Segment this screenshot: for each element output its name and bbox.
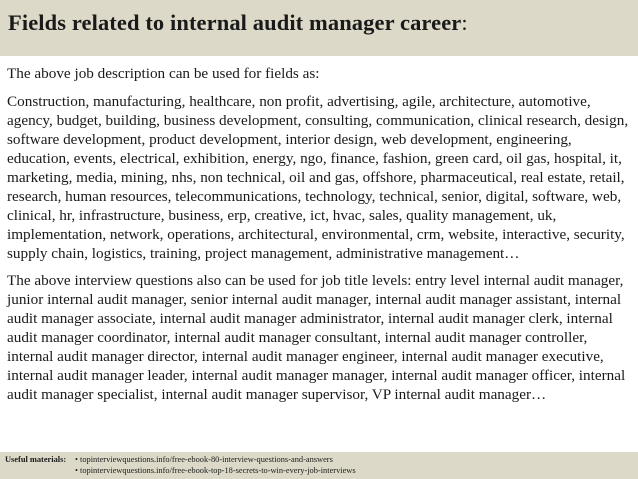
footer-label: Useful materials: (5, 455, 67, 464)
footer-spacer (5, 465, 75, 476)
slide-title (8, 10, 638, 36)
slide-title-colon: : (461, 10, 468, 35)
intro-text: The above job description can be used for fields as: (7, 65, 320, 82)
footer-row-2 (5, 465, 638, 476)
footer-row-1 (5, 454, 638, 465)
footer-band (0, 452, 638, 479)
job-levels-paragraph: The above interview questions also can be used for job title levels: entry level internal audit manager, junior internal audit manager, senior internal audit manager, internal audit manager assistant, internal audit manager associate, internal audit manager administrator, internal audit manager clerk, internal audit manager coordinator, internal audit manager consultant, internal audit manager controller, internal audit manager director, internal audit manager engineer, internal audit manager executive, internal audit manager leader, internal audit manager manager, internal audit manager officer, internal audit manager specialist, internal audit manager supervisor, VP internal audit manager… (7, 272, 626, 403)
footer-link-ebook-80-questions[interactable]: • topinterviewquestions.info/free-ebook-80-interview-questions-and-answers (75, 455, 333, 464)
fields-list-paragraph: Construction, manufacturing, healthcare, non profit, advertising, agile, architecture, automotive, agency, budget, building, business development, consulting, communication, clinical research, design, software development, product development, interior design, web development, engineering, education, events, electrical, exhibition, energy, ngo, finance, fashion, green card, oil gas, hospital, it, marketing, media, mining, nhs, non technical, oil and gas, offshore, pharmaceutical, real estate, retail, research, human resources, telecommunications, technology, technical, senior, digital, software, web, clinical, hr, infrastructure, business, erp, creative, ict, hvac, sales, quality management, uk, implementation, network, operations, architectural, environmental, crm, website, interactive, security, supply chain, logistics, training, project management, administrative management… (7, 93, 629, 262)
slide-title-text: Fields related to internal audit manager career (8, 10, 462, 35)
footer-link-ebook-18-secrets[interactable]: • topinterviewquestions.info/free-ebook-top-18-secrets-to-win-every-job-interviews (75, 466, 356, 475)
slide-body (0, 56, 638, 412)
title-band (0, 0, 638, 56)
